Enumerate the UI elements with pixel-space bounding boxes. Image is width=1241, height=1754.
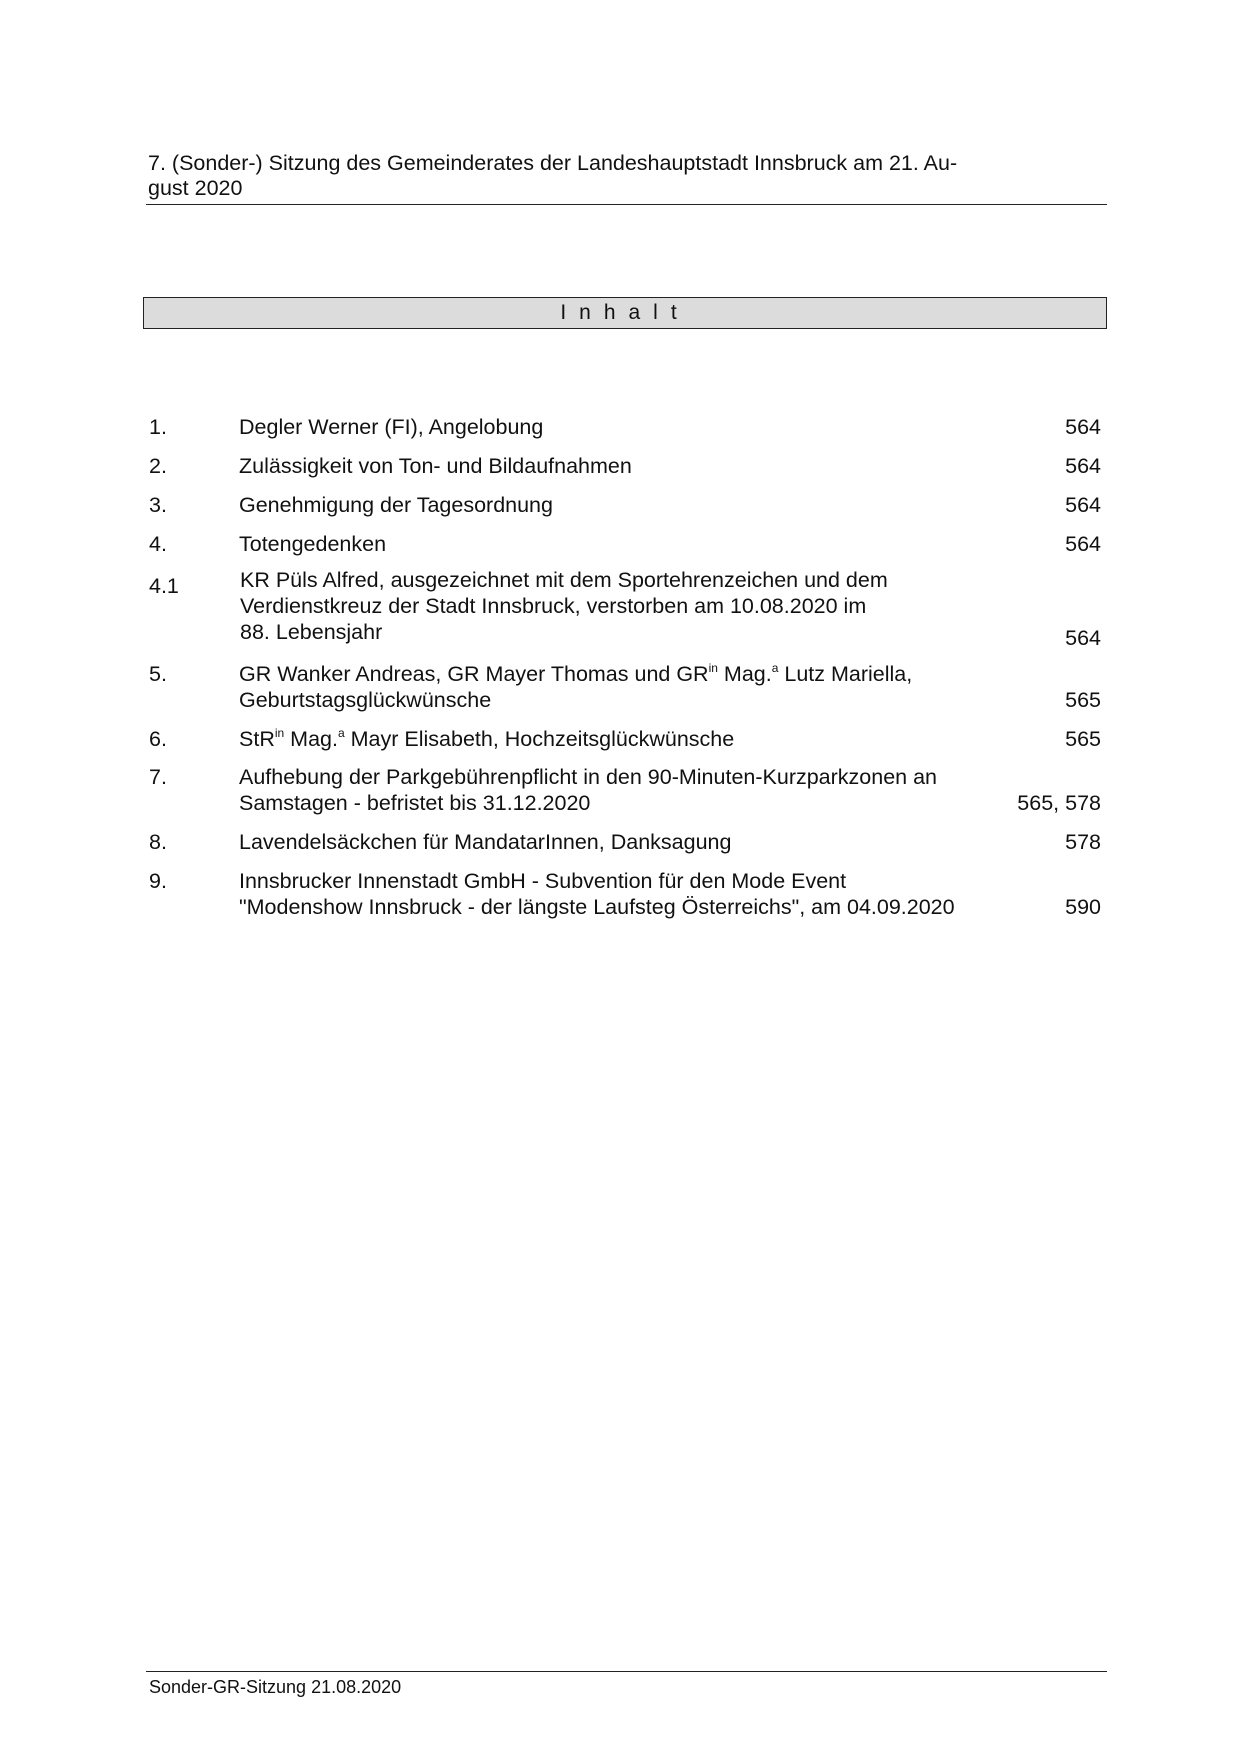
- toc-item-title: Lavendelsäckchen für MandatarInnen, Danksagung: [239, 830, 732, 854]
- toc-item-number: 9.: [149, 869, 167, 893]
- page-footer: Sonder-GR-Sitzung 21.08.2020: [149, 1677, 402, 1697]
- header-title-line2: gust 2020: [148, 176, 243, 200]
- toc-item-number: 4.: [149, 532, 167, 556]
- toc-item-page: 564: [1065, 532, 1101, 556]
- toc-item-page: 564: [1065, 415, 1101, 439]
- toc-item-number: 7.: [149, 765, 167, 789]
- toc-item-number: 1.: [149, 415, 167, 439]
- toc-item-title: [240, 567, 1020, 645]
- toc-item-page: 578: [1065, 830, 1101, 854]
- toc-item-page: 590: [1065, 895, 1101, 919]
- toc-item-title: Totengedenken: [239, 532, 387, 556]
- toc-item-title-line: Aufhebung der Parkgebührenpflicht in den 90-Minuten-Kurzparkzonen an: [239, 765, 938, 789]
- superscript: in: [708, 661, 718, 675]
- toc-item-title: Degler Werner (FI), Angelobung: [239, 415, 544, 439]
- toc-item-page: 564: [1065, 454, 1101, 478]
- toc-item-number: 6.: [149, 727, 167, 751]
- toc-title-part: StR: [239, 727, 275, 751]
- toc-title-part: Mag.: [284, 727, 338, 751]
- toc-item-title-line: Innsbrucker Innenstadt GmbH - Subvention für den Mode Event: [239, 869, 847, 893]
- toc-title-part: Lutz Mariella,: [778, 662, 913, 686]
- toc-item-page: 564: [1065, 493, 1101, 517]
- superscript: a: [337, 726, 345, 740]
- toc-item-title-line: "Modenshow Innsbruck - der längste Laufsteg Österreichs", am 04.09.2020: [239, 895, 955, 919]
- superscript: in: [274, 726, 285, 740]
- toc-item-page: 565: [1065, 727, 1101, 751]
- toc-item-title: [239, 764, 1019, 816]
- toc-item-title-line: Geburtstagsglückwünsche: [239, 688, 492, 712]
- toc-heading: Inhalt: [560, 301, 690, 324]
- toc-title-part: Mag.: [717, 662, 772, 686]
- toc-item-title-line: Verdienstkreuz der Stadt Innsbruck, verstorben am 10.08.2020 im: [240, 594, 867, 618]
- toc-item-title-line: 88. Lebensjahr: [240, 620, 383, 644]
- toc-item-title: [239, 868, 1039, 920]
- document-header: [148, 151, 1108, 201]
- header-divider: [146, 204, 1107, 205]
- header-title-line1: 7. (Sonder-) Sitzung des Gemeinderates der Landeshauptstadt Innsbruck am 21. Au-: [148, 151, 958, 175]
- toc-item-title-line: [239, 661, 1019, 687]
- toc-item-page: 564: [1065, 626, 1101, 650]
- toc-item-page: 565: [1065, 688, 1101, 712]
- footer-divider: [146, 1671, 1107, 1672]
- toc-item-title-line: Samstagen - befristet bis 31.12.2020: [239, 791, 591, 815]
- toc-item-number: 5.: [149, 662, 167, 686]
- toc-item-title: Zulässigkeit von Ton- und Bildaufnahmen: [239, 454, 632, 478]
- toc-item-title: [239, 726, 1019, 752]
- toc-item-page: 565, 578: [1017, 791, 1101, 815]
- toc-item-title: [239, 661, 1019, 713]
- toc-item-number: 2.: [149, 454, 167, 478]
- toc-item-title-line: KR Püls Alfred, ausgezeichnet mit dem Sportehrenzeichen und dem: [240, 568, 888, 592]
- toc-item-number: 8.: [149, 830, 167, 854]
- superscript: a: [771, 661, 779, 675]
- toc-item-title: Genehmigung der Tagesordnung: [239, 493, 553, 517]
- toc-heading-box: [143, 297, 1107, 329]
- toc-title-part: GR Wanker Andreas, GR Mayer Thomas und GR: [239, 662, 709, 686]
- toc-title-part: Mayr Elisabeth, Hochzeitsglückwünsche: [344, 727, 735, 751]
- toc-item-number: 4.1: [149, 574, 179, 598]
- toc-item-number: 3.: [149, 493, 167, 517]
